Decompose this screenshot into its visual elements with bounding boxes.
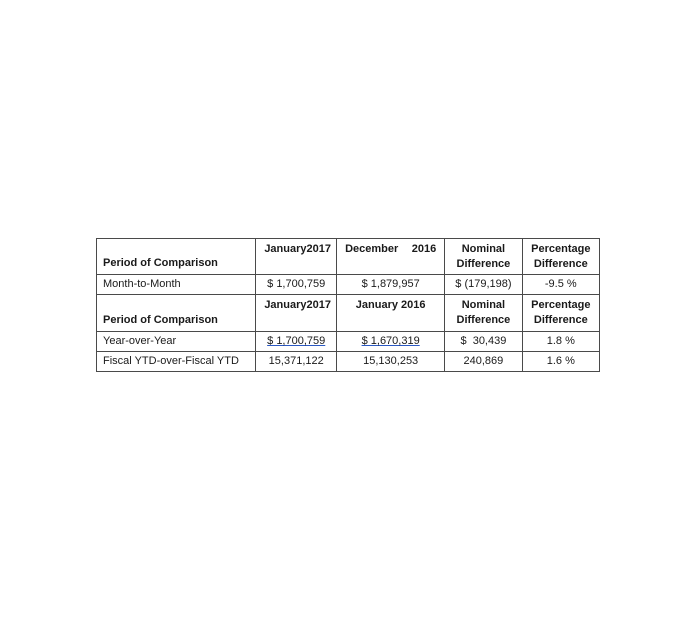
header-nominal-difference bbox=[445, 239, 522, 275]
value-current bbox=[256, 332, 337, 352]
header-row-month bbox=[97, 239, 600, 275]
header-cell-prior bbox=[337, 295, 445, 332]
value-nominal-difference: $ (179,198) bbox=[445, 275, 522, 295]
period-label: Period of Comparison bbox=[97, 239, 256, 275]
header-month: January bbox=[264, 299, 307, 311]
header-line: Nominal bbox=[461, 243, 506, 255]
value-prior: 15,130,253 bbox=[337, 352, 445, 372]
header-cell-current bbox=[256, 239, 337, 275]
table-row-year-over-year bbox=[97, 332, 600, 352]
row-label: Year-over-Year bbox=[97, 332, 256, 352]
header-month: January bbox=[355, 299, 398, 311]
header-month: December bbox=[345, 243, 399, 255]
header-line: Percentage bbox=[531, 299, 591, 311]
table-row-month-to-month bbox=[97, 275, 600, 295]
header-line: Difference bbox=[456, 258, 511, 270]
value-nominal-difference: $ 30,439 bbox=[445, 332, 522, 352]
value-text: $ 1,670,319 bbox=[361, 335, 420, 347]
row-label: Fiscal YTD-over-Fiscal YTD bbox=[97, 352, 256, 372]
header-year: 2016 bbox=[401, 299, 426, 311]
header-row-year bbox=[97, 295, 600, 332]
header-line: Percentage bbox=[531, 243, 591, 255]
table-row-fiscal-ytd bbox=[97, 352, 600, 372]
header-year: 2017 bbox=[306, 243, 331, 255]
row-label: Month-to-Month bbox=[97, 275, 256, 295]
value-current: $ 1,700,759 bbox=[256, 275, 337, 295]
header-nominal-difference bbox=[445, 295, 522, 332]
value-prior: $ 1,879,957 bbox=[337, 275, 445, 295]
header-cell-prior bbox=[337, 239, 445, 275]
header-line: Nominal bbox=[461, 299, 506, 311]
header-line: Difference bbox=[533, 258, 588, 270]
value-prior bbox=[337, 332, 445, 352]
value-text: $ 1,700,759 bbox=[267, 335, 326, 347]
comparison-table bbox=[96, 238, 600, 372]
header-line: Difference bbox=[533, 314, 588, 326]
header-month: January bbox=[264, 243, 307, 255]
value-percentage-difference: 1.6 % bbox=[522, 352, 599, 372]
header-year: 2017 bbox=[306, 299, 331, 311]
period-label: Period of Comparison bbox=[97, 295, 256, 332]
header-line: Difference bbox=[456, 314, 511, 326]
header-year: 2016 bbox=[411, 243, 437, 255]
value-percentage-difference: 1.8 % bbox=[522, 332, 599, 352]
header-cell-current bbox=[256, 295, 337, 332]
value-nominal-difference: 240,869 bbox=[445, 352, 522, 372]
header-percentage-difference bbox=[522, 239, 599, 275]
header-percentage-difference bbox=[522, 295, 599, 332]
value-current: 15,371,122 bbox=[256, 352, 337, 372]
value-percentage-difference: -9.5 % bbox=[522, 275, 599, 295]
